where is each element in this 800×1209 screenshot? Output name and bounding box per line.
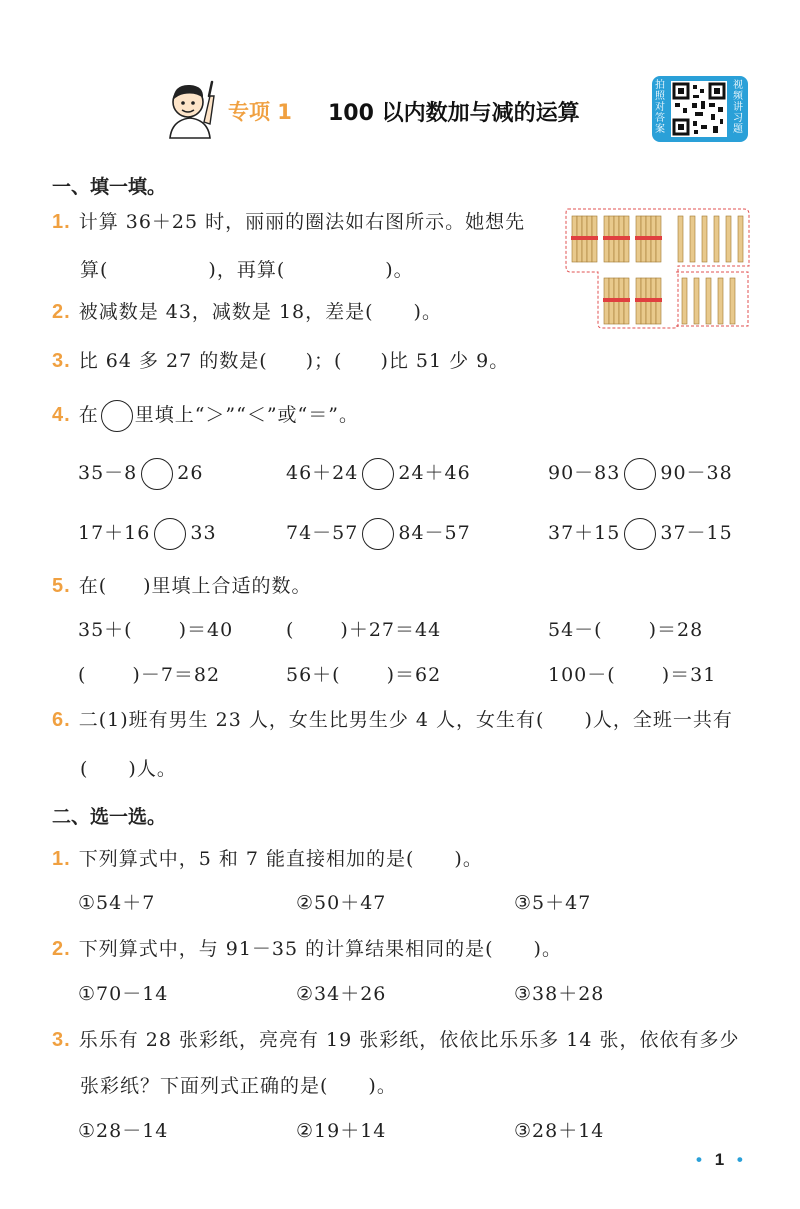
compare-circle[interactable] — [624, 458, 656, 490]
compare-circle[interactable] — [362, 518, 394, 550]
stick-bundle — [603, 216, 630, 262]
choice-q1: 1. 下列算式中，5 和 7 能直接相加的是( )。 — [52, 848, 483, 870]
question-number: 3. — [52, 1029, 71, 1051]
stick-bundle — [571, 216, 598, 262]
q4-line: 4. 在 里填上“＞”“＜”或“＝”。 — [52, 400, 359, 432]
choice-option[interactable]: ②50＋47 — [296, 892, 387, 914]
single-stick — [702, 216, 707, 262]
single-stick — [718, 278, 723, 324]
q6-line1: 6. 二(1)班有男生 23 人，女生比男生少 4 人，女生有( )人，全班一共有 — [52, 709, 733, 731]
choice-q3-line1: 3. 乐乐有 28 张彩纸，亮亮有 19 张彩纸，依依比乐乐多 14 张，依依有多少 — [52, 1029, 740, 1051]
fill-item: ( )＋27＝44 — [286, 619, 442, 641]
section-heading-fill: 一、填一填。 — [52, 176, 167, 198]
single-stick — [706, 278, 711, 324]
fill-item: 54－( )＝28 — [548, 619, 704, 641]
question-number: 5. — [52, 575, 71, 597]
single-stick — [714, 216, 719, 262]
compare-circle[interactable] — [624, 518, 656, 550]
q5-line: 5. 在( )里填上合适的数。 — [52, 575, 312, 597]
single-stick — [738, 216, 743, 262]
section-heading-choice: 二、选一选。 — [52, 806, 167, 828]
compare-circle[interactable] — [362, 458, 394, 490]
boy-mascot-icon — [160, 76, 220, 140]
single-stick — [694, 278, 699, 324]
question-number: 2. — [52, 938, 71, 960]
choice-q3-line2: 张彩纸？下面列式正确的是( )。 — [80, 1075, 397, 1097]
choice-option[interactable]: ①28－14 — [78, 1120, 169, 1142]
question-number: 1. — [52, 848, 71, 870]
fill-item: 100－( )＝31 — [548, 664, 717, 686]
q6-line2: ( )人。 — [80, 758, 177, 780]
single-stick — [682, 278, 687, 324]
q3-line: 3. 比 64 多 27 的数是( )；( )比 51 少 9。 — [52, 350, 510, 372]
qr-code-icon — [671, 81, 727, 137]
fill-item: 56＋( )＝62 — [286, 664, 442, 686]
compare-item: 37＋15 37－15 — [548, 518, 733, 550]
fill-item: ( )－7＝82 — [78, 664, 221, 686]
compare-item: 74－57 84－57 — [286, 518, 471, 550]
q1-line1: 1. 计算 36＋25 时，丽丽的圈法如右图所示。她想先 — [52, 211, 526, 233]
dot-icon: • — [736, 1150, 743, 1169]
compare-item: 35－8 26 — [78, 458, 203, 490]
choice-option[interactable]: ①54＋7 — [78, 892, 156, 914]
choice-option[interactable]: ②19＋14 — [296, 1120, 387, 1142]
choice-q2: 2. 下列算式中，与 91－35 的计算结果相同的是( )。 — [52, 938, 562, 960]
dot-icon: • — [696, 1150, 702, 1169]
single-stick — [678, 216, 683, 262]
question-number: 3. — [52, 350, 71, 372]
circle-symbol-icon — [101, 400, 133, 432]
question-number: 2. — [52, 301, 71, 323]
fill-item: 35＋( )＝40 — [78, 619, 234, 641]
qr-right-label: 视频讲习题 — [733, 80, 743, 135]
choice-option[interactable]: ③28＋14 — [514, 1120, 605, 1142]
stick-bundle — [635, 278, 662, 324]
choice-option[interactable]: ①70－14 — [78, 983, 169, 1005]
choice-option[interactable]: ②34＋26 — [296, 983, 387, 1005]
single-stick — [726, 216, 731, 262]
stick-bundle — [603, 278, 630, 324]
page-title: 100 以内数加与减的运算 — [328, 101, 580, 126]
qr-left-label: 拍照对答案 — [655, 80, 665, 135]
compare-circle[interactable] — [154, 518, 186, 550]
q1-line2: 算( )，再算( )。 — [80, 259, 414, 281]
compare-item: 17＋16 33 — [78, 518, 217, 550]
stick-bundle — [635, 216, 662, 262]
page-number: • 1 • — [696, 1150, 743, 1169]
question-number: 4. — [52, 404, 71, 426]
compare-circle[interactable] — [141, 458, 173, 490]
question-number: 1. — [52, 211, 71, 233]
qr-code-badge[interactable] — [652, 76, 748, 142]
single-stick — [730, 278, 735, 324]
single-stick — [690, 216, 695, 262]
counting-sticks-figure — [562, 206, 752, 332]
compare-item: 90－83 90－38 — [548, 458, 733, 490]
choice-option[interactable]: ③5＋47 — [514, 892, 592, 914]
question-number: 6. — [52, 709, 71, 731]
q2-line: 2. 被减数是 43，减数是 18，差是( )。 — [52, 301, 442, 323]
compare-item: 46＋24 24＋46 — [286, 458, 471, 490]
choice-option[interactable]: ③38＋28 — [514, 983, 605, 1005]
topic-tag: 专项 1 — [228, 100, 292, 124]
